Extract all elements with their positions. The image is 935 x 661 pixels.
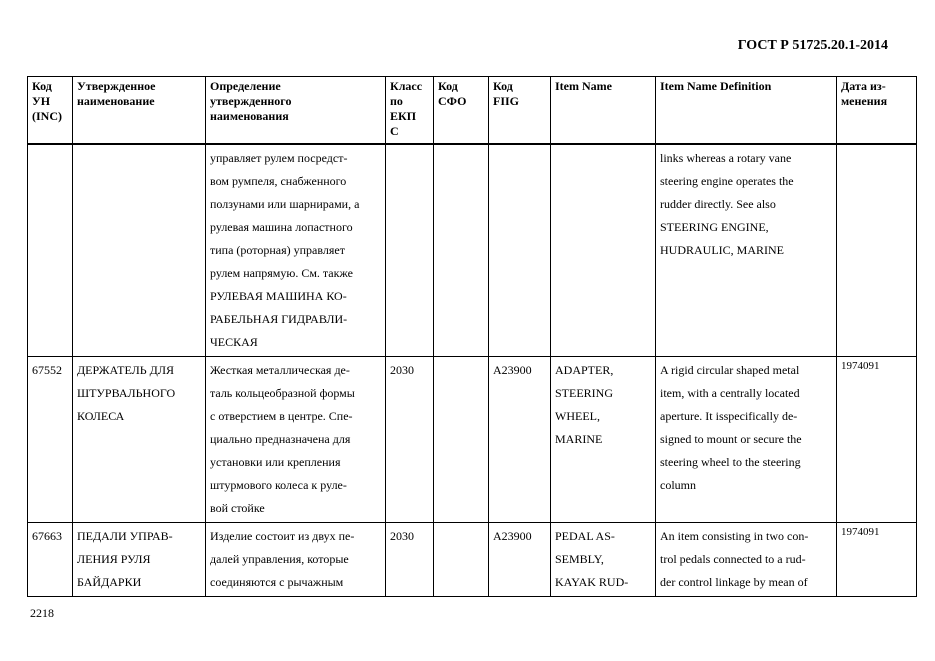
cell-class	[386, 523, 434, 597]
cell-line: WHEEL,	[555, 409, 600, 423]
cell-name	[73, 144, 206, 357]
cell-line: links whereas a rotary vane	[660, 151, 792, 165]
table-row	[28, 523, 917, 597]
cell-name	[73, 357, 206, 523]
cell-line: рулем напрямую. См. также	[210, 266, 353, 280]
document-header: ГОСТ Р 51725.20.1-2014	[737, 38, 888, 53]
cell-line: aperture. It isspecifically de-	[660, 409, 798, 423]
cell-line: signed to mount or secure the	[660, 432, 802, 446]
cell-line: column	[660, 478, 696, 492]
cell-name	[73, 523, 206, 597]
cell-line: РАБЕЛЬНАЯ ГИДРАВЛИ-	[210, 312, 348, 326]
cell-line: БАЙДАРКИ	[77, 575, 142, 589]
header-line: Код	[438, 79, 458, 93]
header-line: по	[390, 94, 403, 108]
cell-line: далей управления, которые	[210, 552, 349, 566]
header-line: Код	[32, 79, 52, 93]
cell-text: A23900	[493, 529, 532, 543]
cell-line: Изделие состоит из двух пе-	[210, 529, 355, 543]
col-item-def-header	[656, 77, 837, 145]
cell-item-name	[551, 523, 656, 597]
cell-line: ЛЕНИЯ РУЛЯ	[77, 552, 151, 566]
cell-line: A rigid circular shaped metal	[660, 363, 800, 377]
cell-item-name	[551, 357, 656, 523]
cell-line: вом румпеля, снабженного	[210, 174, 347, 188]
cell-item-def	[656, 523, 837, 597]
cell-item-def	[656, 357, 837, 523]
cell-class	[386, 144, 434, 357]
cell-line: trol pedals connected to a rud-	[660, 552, 806, 566]
cell-fiig	[489, 144, 551, 357]
cell-definition	[206, 357, 386, 523]
cell-line: РУЛЕВАЯ МАШИНА КО-	[210, 289, 347, 303]
header-line: УН	[32, 94, 51, 108]
table-row	[28, 357, 917, 523]
cell-line: с отверстием в центре. Спе-	[210, 409, 353, 423]
cell-line: ADAPTER,	[555, 363, 614, 377]
cell-line: Жесткая металлическая де-	[210, 363, 350, 377]
cell-date	[837, 523, 917, 597]
header-line: наименования	[210, 109, 289, 123]
header-line: Класс	[390, 79, 423, 93]
cell-line: KAYAK RUD-	[555, 575, 629, 589]
header-line: утвержденного	[210, 94, 292, 108]
cell-line: HUDRAULIC, MARINE	[660, 243, 784, 257]
cell-date	[837, 357, 917, 523]
cell-sfo	[434, 144, 489, 357]
table-body	[28, 144, 917, 597]
cell-line: ползунами или шарнирами, а	[210, 197, 360, 211]
cell-text: 2030	[390, 363, 414, 377]
cell-definition	[206, 144, 386, 357]
col-definition-header	[206, 77, 386, 145]
cell-code	[28, 523, 73, 597]
header-line: Определение	[210, 79, 281, 93]
cell-text: 2030	[390, 529, 414, 543]
cell-fiig	[489, 523, 551, 597]
cell-line: КОЛЕСА	[77, 409, 125, 423]
header-line: Item Name	[555, 79, 612, 93]
header-line: С	[390, 124, 399, 138]
cell-item-def	[656, 144, 837, 357]
cell-line: rudder directly. See also	[660, 197, 776, 211]
cell-line: вой стойке	[210, 501, 265, 515]
cell-line: ШТУРВАЛЬНОГО	[77, 386, 176, 400]
cell-date	[837, 144, 917, 357]
cell-line: item, with a centrally located	[660, 386, 800, 400]
cell-line: PEDAL AS-	[555, 529, 615, 543]
cell-line: STEERING	[555, 386, 613, 400]
cell-line: рулевая машина лопастного	[210, 220, 353, 234]
cell-definition	[206, 523, 386, 597]
cell-line: типа (роторная) управляет	[210, 243, 345, 257]
cell-fiig	[489, 357, 551, 523]
cell-line: установки или крепления	[210, 455, 341, 469]
cell-line: An item consisting in two con-	[660, 529, 809, 543]
header-line: FIIG	[493, 94, 520, 108]
catalog-table	[27, 76, 917, 597]
cell-line: ПЕДАЛИ УПРАВ-	[77, 529, 173, 543]
col-date-header	[837, 77, 917, 145]
header-line: ЕКП	[390, 109, 417, 123]
cell-line: таль кольцеобразной формы	[210, 386, 355, 400]
col-approved-name-header	[73, 77, 206, 145]
col-fiig-header	[489, 77, 551, 145]
cell-line: der control linkage by mean of	[660, 575, 808, 589]
header-line: Утвержденное	[77, 79, 156, 93]
header-line: Код	[493, 79, 513, 93]
header-line: менения	[841, 94, 888, 108]
cell-text: A23900	[493, 363, 532, 377]
cell-line: SEMBLY,	[555, 552, 604, 566]
header-line: (INC)	[32, 109, 62, 123]
header-line: Item Name Definition	[660, 79, 772, 93]
cell-sfo	[434, 523, 489, 597]
cell-line: ДЕРЖАТЕЛЬ ДЛЯ	[77, 363, 174, 377]
header-line: наименование	[77, 94, 155, 108]
cell-class	[386, 357, 434, 523]
col-class-header	[386, 77, 434, 145]
cell-text: 67552	[32, 363, 62, 377]
cell-line: циально предназначена для	[210, 432, 351, 446]
col-inc-header	[28, 77, 73, 145]
cell-line: управляет рулем посредст-	[210, 151, 348, 165]
col-sfo-header	[434, 77, 489, 145]
header-line: СФО	[438, 94, 467, 108]
cell-item-name	[551, 144, 656, 357]
header-line: Дата из-	[841, 79, 886, 93]
cell-text: 67663	[32, 529, 62, 543]
cell-line: STEERING ENGINE,	[660, 220, 769, 234]
page-number: 2218	[30, 606, 54, 620]
cell-line: ЧЕСКАЯ	[210, 335, 258, 349]
cell-line: steering engine operates the	[660, 174, 794, 188]
cell-text: 1974091	[841, 360, 880, 372]
cell-line: steering wheel to the steering	[660, 455, 801, 469]
cell-code	[28, 144, 73, 357]
cell-line: штурмового колеса к руле-	[210, 478, 347, 492]
table-row	[28, 144, 917, 357]
col-item-name-header	[551, 77, 656, 145]
cell-code	[28, 357, 73, 523]
cell-sfo	[434, 357, 489, 523]
cell-line: соединяются с рычажным	[210, 575, 344, 589]
cell-line: MARINE	[555, 432, 603, 446]
cell-text: 1974091	[841, 526, 880, 538]
table-header-row	[28, 77, 917, 145]
